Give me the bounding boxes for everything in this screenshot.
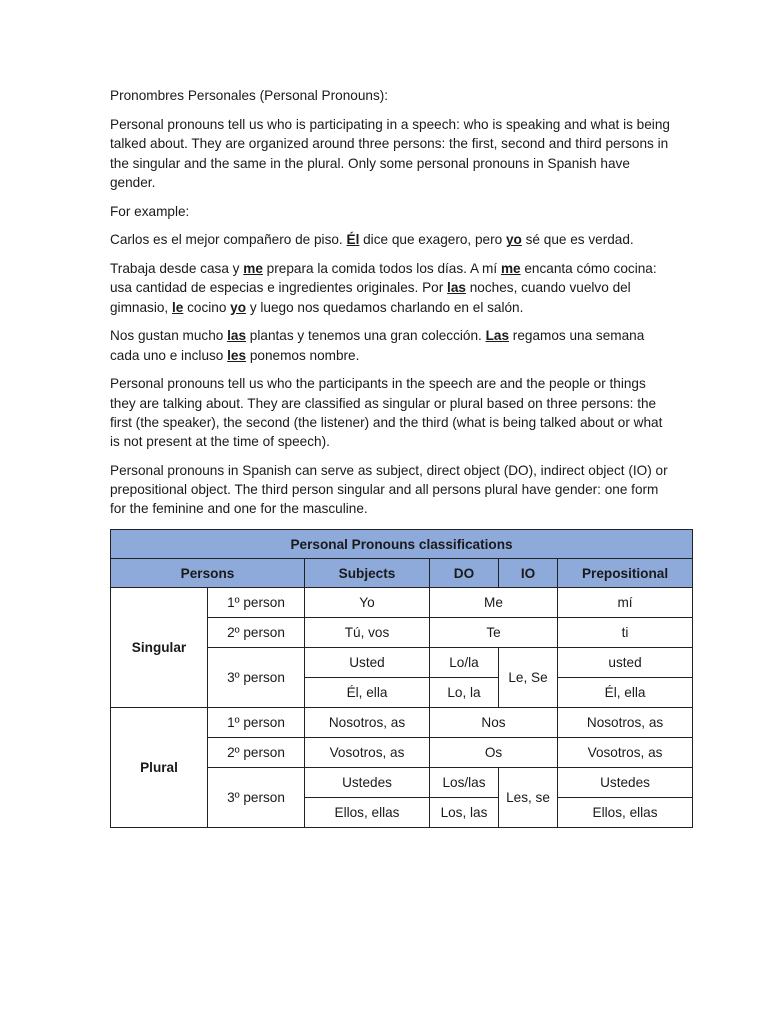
person-cell: 3º person — [208, 648, 305, 708]
document-title: Pronombres Personales (Personal Pronouns): — [110, 88, 389, 103]
header-do: DO — [430, 559, 499, 588]
io-cell: Les, se — [499, 768, 558, 828]
pronoun-highlight: le — [171, 299, 184, 315]
do-cell: Lo, la — [430, 678, 499, 708]
subject-cell: Vosotros, as — [305, 738, 430, 768]
table-row — [111, 708, 693, 738]
pronoun-highlight: las — [447, 280, 466, 296]
pronoun-highlight: me — [500, 261, 521, 277]
example-paragraph-2: Trabaja desde casa y me prepara la comida todos los días. A mí me encanta cómo cocina: usa cantidad de especias e ingredientes originales. Por las noches, cuando vuelvo del gimnasio, le cocino yo y luego nos quedamos charlando en el salón. — [110, 261, 657, 315]
group-plural: Plural — [111, 708, 208, 828]
for-example-label: For example: — [110, 203, 190, 219]
prepositional-cell: usted — [558, 648, 693, 678]
table-row — [111, 588, 693, 618]
table-title: Personal Pronouns classifications — [111, 530, 693, 559]
prepositional-cell: Vosotros, as — [558, 738, 693, 768]
subject-cell: Nosotros, as — [305, 708, 430, 738]
subject-cell: Usted — [305, 648, 430, 678]
example-sentence-1: Carlos es el mejor compañero de piso. Él dice que exagero, pero yo sé que es verdad. — [110, 232, 634, 248]
prepositional-cell: ti — [558, 618, 693, 648]
document-body — [110, 86, 670, 528]
subject-cell: Él, ella — [305, 678, 430, 708]
intro-paragraph: Personal pronouns tell us who is participating in a speech: who is speaking and what is being talked about. They are organized around three persons: the first, second and third persons in the singular and the same in the plural. Only some personal pronouns in Spanish have gender. — [110, 117, 670, 190]
pronoun-highlight: Las — [485, 328, 510, 344]
do-cell: Lo/la — [430, 648, 499, 678]
person-cell: 2º person — [208, 618, 305, 648]
pronoun-highlight: las — [227, 328, 247, 344]
pronoun-highlight: yo — [505, 232, 522, 248]
header-io: IO — [499, 559, 558, 588]
subject-cell: Tú, vos — [305, 618, 430, 648]
object-cell: Os — [430, 738, 558, 768]
group-singular: Singular — [111, 588, 208, 708]
person-cell: 3º person — [208, 768, 305, 828]
prepositional-cell: Nosotros, as — [558, 708, 693, 738]
io-cell: Le, Se — [499, 648, 558, 708]
header-subjects: Subjects — [305, 559, 430, 588]
prepositional-cell: mí — [558, 588, 693, 618]
subject-cell: Ellos, ellas — [305, 798, 430, 828]
subject-cell: Yo — [305, 588, 430, 618]
pronoun-highlight: me — [243, 261, 263, 277]
object-cell: Me — [430, 588, 558, 618]
header-persons: Persons — [111, 559, 305, 588]
explanation-paragraph: Personal pronouns tell us who the participants in the speech are and the people or things they are talking about. They are classified as singular or plural based on three persons: the first (the speaker), the second (the listener) and the third (what is being talked about or what is not present at the time of speech). — [110, 376, 663, 450]
pronouns-table — [110, 529, 693, 828]
subject-cell: Ustedes — [305, 768, 430, 798]
header-prepositional: Prepositional — [558, 559, 693, 588]
person-cell: 1º person — [208, 708, 305, 738]
person-cell: 2º person — [208, 738, 305, 768]
prepositional-cell: Ellos, ellas — [558, 798, 693, 828]
do-cell: Los/las — [430, 768, 499, 798]
prepositional-cell: Ustedes — [558, 768, 693, 798]
functions-paragraph: Personal pronouns in Spanish can serve as subject, direct object (DO), indirect object (IO) or prepositional object. The third person singular and all persons plural have gender: one form for the feminine and one for the masculine. — [110, 462, 668, 517]
do-cell: Los, las — [430, 798, 499, 828]
prepositional-cell: Él, ella — [558, 678, 693, 708]
object-cell: Te — [430, 618, 558, 648]
object-cell: Nos — [430, 708, 558, 738]
person-cell: 1º person — [208, 588, 305, 618]
pronoun-highlight: les — [227, 347, 247, 363]
pronoun-highlight: yo — [230, 299, 247, 315]
pronoun-highlight: Él — [346, 232, 360, 248]
example-paragraph-3: Nos gustan mucho las plantas y tenemos una gran colección. Las regamos una semana cada uno e incluso les ponemos nombre. — [110, 328, 645, 363]
